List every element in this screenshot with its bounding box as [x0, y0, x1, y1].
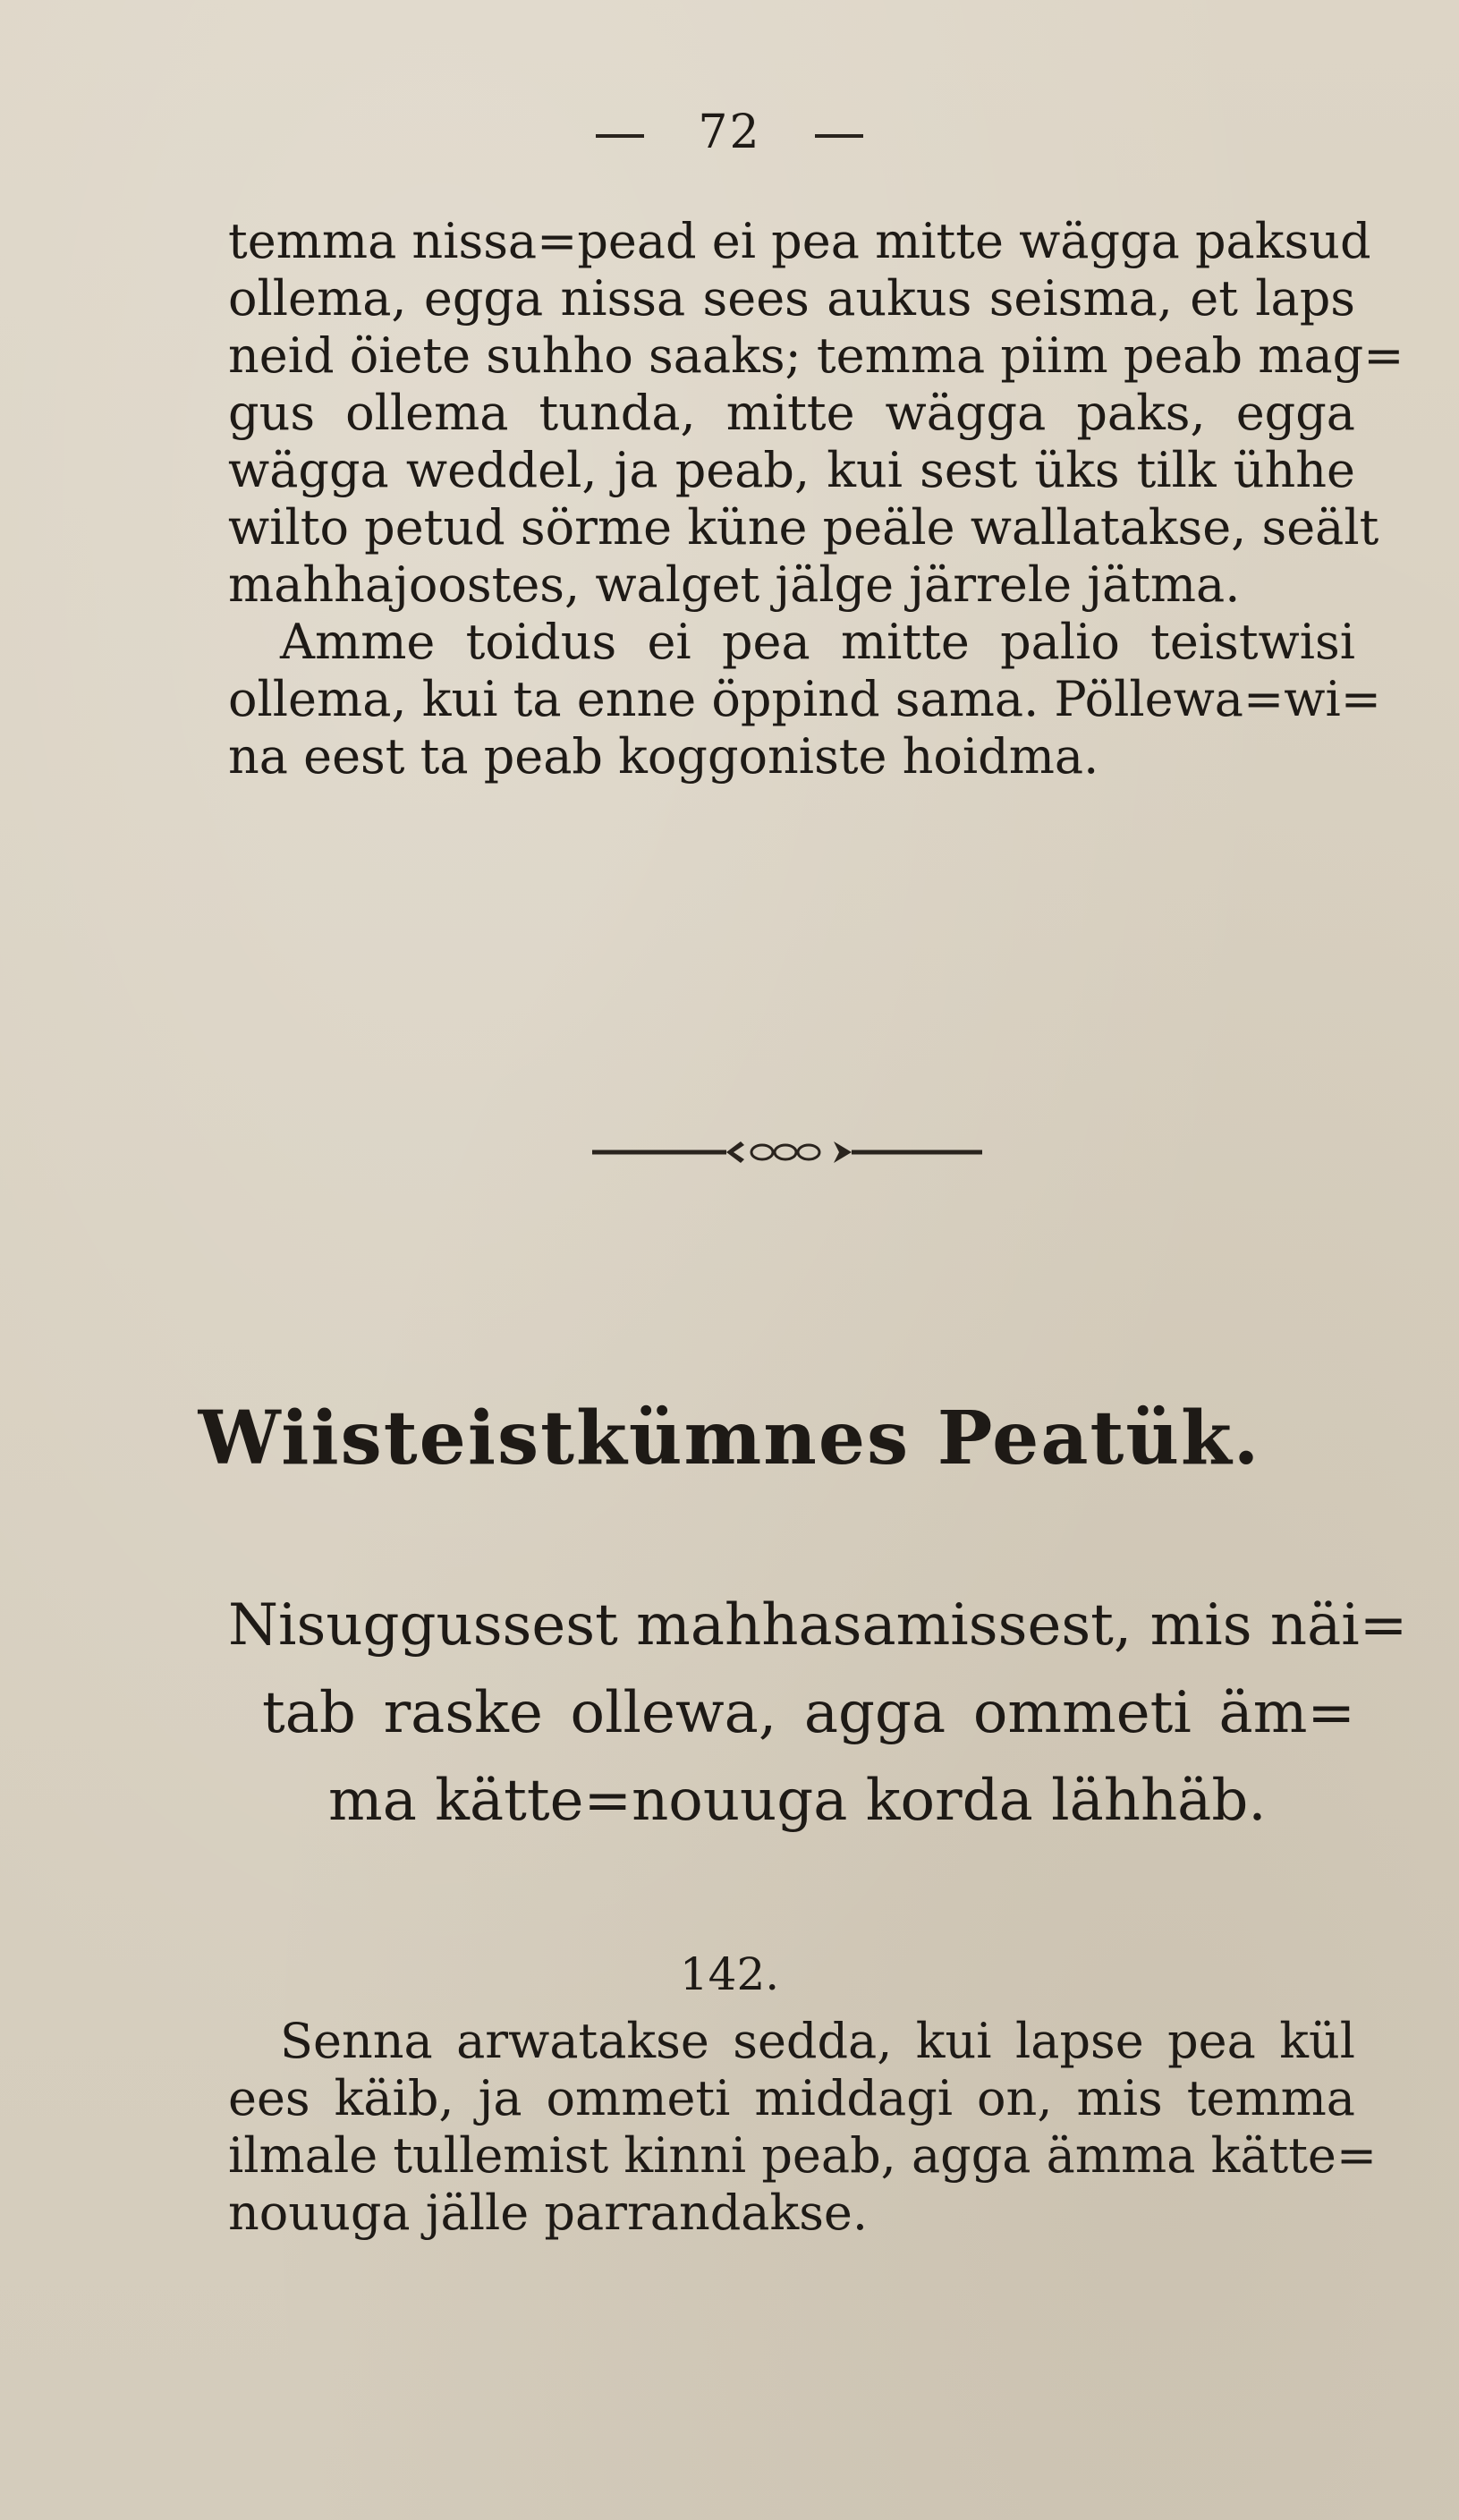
text-line: wägga weddel, ja peab, kui sest üks tilk ühhe — [228, 442, 1355, 498]
text-line: gus ollema tunda, mitte wägga paks, egga — [228, 385, 1355, 441]
text-line: neid öiete suhho saaks; temma piim peab mag= — [228, 327, 1404, 384]
text-line: na eest ta peab koggoniste hoidma. — [228, 728, 1099, 785]
text-line: mahhajoostes, walget jälge järrele jätma. — [228, 556, 1241, 613]
paragraph-142 — [228, 2013, 1378, 2242]
text-line: ees käib, ja ommeti middagi on, mis temma — [228, 2070, 1355, 2126]
page-header — [0, 106, 1459, 159]
subtitle-line: ma kätte=nouuga korda lähhäb. — [328, 1768, 1267, 1834]
paragraph-amme — [228, 614, 1381, 785]
chapter-subtitle — [228, 1582, 1408, 1845]
header-dash-right — [815, 134, 863, 138]
text-line: temma nissa=pead ei pea mitte wägga paksud — [228, 213, 1371, 269]
text-line: Senna arwatakse sedda, kui lapse pea kül — [280, 2013, 1355, 2069]
subtitle-line: Nisuggussest mahhasamissest, mis näi= — [228, 1592, 1408, 1659]
text-line: wilto petud sörme küne peäle wallatakse, seält — [228, 499, 1379, 556]
text-line: ilmale tullemist kinni peab, agga ämma kätte= — [228, 2127, 1378, 2184]
section-number: 142. — [679, 1948, 780, 2000]
paragraph-continuation — [228, 213, 1404, 614]
text-line: nouuga jälle parrandakse. — [228, 2185, 869, 2241]
text-line: ollema, egga nissa sees aukus seisma, et laps — [228, 270, 1355, 327]
page-number: 72 — [698, 106, 761, 159]
subtitle-line: tab raske ollewa, agga ommeti äm= — [262, 1680, 1355, 1746]
header-dash-left — [596, 134, 644, 138]
text-line: ollema, kui ta enne öppind sama. Pöllewa=wi= — [228, 671, 1381, 727]
text-line: Amme toidus ei pea mitte palio teistwisi — [280, 614, 1355, 670]
chapter-title: Wiisteistkümnes Peatük. — [198, 1396, 1261, 1481]
ornament-divider — [592, 1134, 982, 1170]
